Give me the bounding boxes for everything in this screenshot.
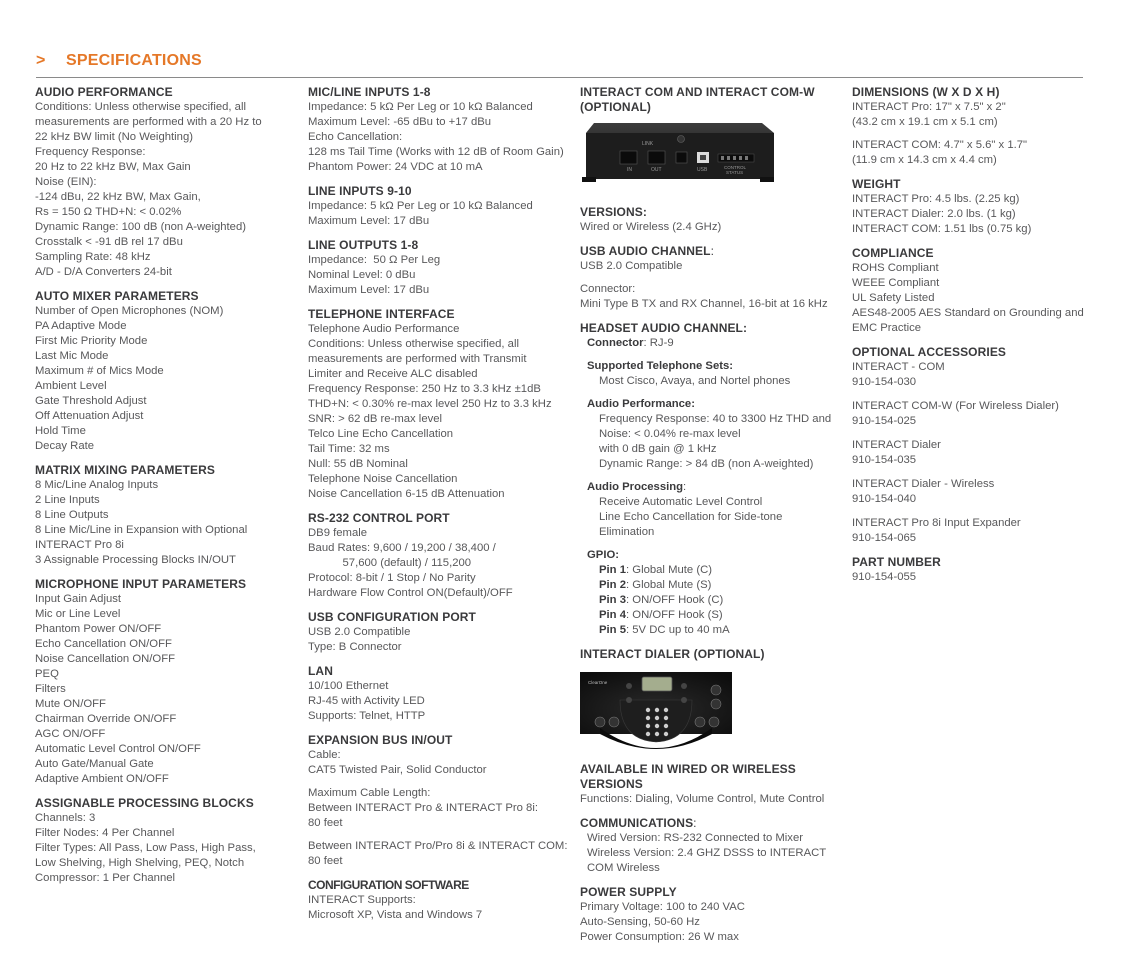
mic-line-inputs-section — [308, 85, 576, 175]
gpio-pin-desc: : ON/OFF Hook (C) — [626, 594, 724, 606]
text-lines — [308, 253, 576, 298]
line-inputs-section — [308, 184, 576, 229]
com-link-label: LINK — [642, 141, 654, 147]
text-line: SNR: > 62 dB re-max level — [308, 413, 443, 425]
text-line: Filter Nodes: 4 Per Channel — [35, 827, 175, 839]
interact-com-image — [580, 121, 780, 193]
power-supply-section — [580, 885, 848, 945]
section-heading: AUTO MIXER PARAMETERS — [35, 289, 199, 303]
section-heading: POWER SUPPLY — [580, 885, 677, 899]
expansion-bus-section — [308, 733, 576, 869]
text-lines — [580, 220, 848, 235]
text-line: Tail Time: 32 ms — [308, 443, 390, 455]
text-lines — [599, 495, 848, 540]
connector-label: Connector — [587, 337, 644, 349]
text-line: Microsoft XP, Vista and Windows 7 — [308, 909, 483, 921]
usb-audio-section — [580, 244, 848, 312]
text-line: Protocol: 8-bit / 1 Stop / No Parity — [308, 572, 476, 584]
text-line: Ambient Level — [35, 380, 107, 392]
text-line: Rs = 150 Ω THD+N: < 0.02% — [35, 206, 182, 218]
text-line: 80 feet — [308, 817, 343, 829]
text-line: Hold Time — [35, 425, 86, 437]
heading-text: COMMUNICATIONS — [580, 816, 694, 830]
text-line: Maximum Level: -65 dBu to +17 dBu — [308, 116, 492, 128]
section-heading: USB CONFIGURATION PORT — [308, 610, 476, 624]
interact-dialer-image — [580, 670, 734, 758]
text-line: Telephone Audio Performance — [308, 323, 460, 335]
text-line: Telco Line Echo Cancellation — [308, 428, 454, 440]
column-3 — [580, 85, 848, 954]
text-line: AES48-2005 AES Standard on Grounding and — [852, 307, 1084, 319]
microphone-input-section — [35, 577, 297, 787]
section-heading: AVAILABLE IN WIRED OR WIRELESS — [580, 762, 796, 776]
gpio-pin-label: Pin 3 — [599, 594, 626, 606]
text-line: Primary Voltage: 100 to 240 VAC — [580, 901, 745, 913]
com-status-label: STATUS — [726, 170, 744, 175]
text-line: INTERACT COM: 4.7" x 5.6" x 1.7" — [852, 139, 1028, 151]
text-line: Limiter and Receive ALC disabled — [308, 368, 478, 380]
text-line: Type: B Connector — [308, 641, 402, 653]
text-line: Impedance: 5 kΩ Per Leg or 10 kΩ Balanced — [308, 101, 533, 113]
text-line: WEEE Compliant — [852, 277, 940, 289]
section-heading: MIC/LINE INPUTS 1-8 — [308, 85, 431, 99]
text-line: Nominal Level: 0 dBu — [308, 269, 416, 281]
text-line: Mute ON/OFF — [35, 698, 106, 710]
text-line: Mini Type B TX and RX Channel, 16-bit at 16 kHz — [580, 298, 828, 310]
text-lines — [308, 625, 576, 655]
gpio-pin-desc: : ON/OFF Hook (S) — [626, 609, 723, 621]
compliance-section — [852, 246, 1114, 336]
text-line: (43.2 cm x 19.1 cm x 5.1 cm) — [852, 116, 998, 128]
text-line: Conditions: Unless otherwise specified, all — [35, 101, 246, 113]
text-line: Filter Types: All Pass, Low Pass, High Pass, — [35, 842, 256, 854]
text-line: Echo Cancellation ON/OFF — [35, 638, 172, 650]
text-line: Number of Open Microphones (NOM) — [35, 305, 224, 317]
accessory-item — [852, 360, 1114, 390]
section-heading: WEIGHT — [852, 177, 901, 191]
connector-line — [587, 336, 848, 351]
column-4 — [852, 85, 1114, 594]
text-line: EMC Practice — [852, 322, 922, 334]
text-line: Adaptive Ambient ON/OFF — [35, 773, 169, 785]
text-lines — [35, 811, 297, 886]
accessory-item — [852, 477, 1114, 507]
column-2 — [308, 85, 576, 932]
chevron-right-icon: > — [36, 52, 46, 69]
text-lines — [308, 199, 576, 229]
section-heading-cont: VERSIONS — [580, 777, 643, 791]
text-line: 8 Line Outputs — [35, 509, 109, 521]
text-lines — [308, 322, 576, 502]
section-heading: RS-232 CONTROL PORT — [308, 511, 450, 525]
text-line: Low Shelving, High Shelving, PEQ, Notch — [35, 857, 245, 869]
text-line: Hardware Flow Control ON(Default)/OFF — [308, 587, 513, 599]
interact-com-device-illustration — [580, 121, 780, 193]
text-line: RJ-45 with Activity LED — [308, 695, 425, 707]
gpio-pin-label: Pin 5 — [599, 624, 626, 636]
usb-config-section — [308, 610, 576, 655]
accessory-code: 910-154-025 — [852, 415, 917, 427]
text-lines — [580, 282, 848, 312]
text-line: 910-154-055 — [852, 571, 917, 583]
accessory-code: 910-154-040 — [852, 493, 917, 505]
heading-colon: : — [693, 816, 697, 830]
gpio-pin-desc: : Global Mute (C) — [626, 564, 713, 576]
accessory-item — [852, 516, 1114, 546]
text-lines — [308, 748, 576, 778]
text-line: Sampling Rate: 48 kHz — [35, 251, 151, 263]
text-line: Channels: 3 — [35, 812, 96, 824]
text-line: Wired Version: RS-232 Connected to Mixer — [587, 832, 803, 844]
text-line: 10/100 Ethernet — [308, 680, 389, 692]
gpio-pin-label: Pin 2 — [599, 579, 626, 591]
text-line: Maximum Level: 17 dBu — [308, 284, 430, 296]
text-line: THD+N: < 0.30% re-max level 250 Hz to 3.3 kHz — [308, 398, 552, 410]
com-in-label: IN — [627, 167, 632, 173]
dimensions-section — [852, 85, 1114, 168]
text-line: INTERACT Pro 8i — [35, 539, 124, 551]
gpio-pin-desc: : 5V DC up to 40 mA — [626, 624, 730, 636]
text-line: Decay Rate — [35, 440, 95, 452]
text-line: Crosstalk < -91 dB rel 17 dBu — [35, 236, 183, 248]
text-line: Dynamic Range: > 84 dB (non A-weighted) — [599, 458, 814, 470]
text-line: Automatic Level Control ON/OFF — [35, 743, 201, 755]
section-heading: COMPLIANCE — [852, 246, 934, 260]
text-lines — [580, 792, 848, 807]
audio-performance-section — [35, 85, 297, 280]
text-line: Elimination — [599, 526, 655, 538]
section-heading-cont: (OPTIONAL) — [580, 100, 651, 114]
text-lines — [35, 304, 297, 454]
lan-section — [308, 664, 576, 724]
text-line: Power Consumption: 26 W max — [580, 931, 739, 943]
section-heading: LAN — [308, 664, 333, 678]
text-line: Auto Gate/Manual Gate — [35, 758, 154, 770]
text-line: PEQ — [35, 668, 59, 680]
text-line: Maximum Level: 17 dBu — [308, 215, 430, 227]
accessory-name: INTERACT COM-W (For Wireless Dialer) — [852, 400, 1059, 412]
text-line: 128 ms Tail Time (Works with 12 dB of Room Gain) — [308, 146, 564, 158]
text-line: COM Wireless — [587, 862, 660, 874]
heading-text: USB AUDIO CHANNEL — [580, 244, 711, 258]
accessory-item — [852, 399, 1114, 429]
gpio-pin-desc: : Global Mute (S) — [626, 579, 712, 591]
text-line: Wireless Version: 2.4 GHZ DSSS to INTERACT — [587, 847, 827, 859]
subsection-heading-row — [587, 480, 848, 495]
text-line: Mic or Line Level — [35, 608, 121, 620]
section-heading: LINE INPUTS 9-10 — [308, 184, 412, 198]
rs232-section — [308, 511, 576, 601]
text-line: measurements are performed with Transmit — [308, 353, 527, 365]
text-line: 20 Hz to 22 kHz BW, Max Gain — [35, 161, 191, 173]
text-line: 8 Line Mic/Line in Expansion with Optional — [35, 524, 248, 536]
section-heading: HEADSET AUDIO CHANNEL: — [580, 321, 748, 335]
text-line: Between INTERACT Pro & INTERACT Pro 8i: — [308, 802, 538, 814]
text-line: with 0 dB gain @ 1 kHz — [599, 443, 717, 455]
text-line: Phantom Power ON/OFF — [35, 623, 162, 635]
section-heading: LINE OUTPUTS 1-8 — [308, 238, 419, 252]
gpio-pin-row — [599, 608, 848, 623]
text-line: Maximum Cable Length: — [308, 787, 431, 799]
text-lines — [599, 412, 848, 472]
text-line: 3 Assignable Processing Blocks IN/OUT — [35, 554, 236, 566]
header-divider — [36, 77, 1083, 78]
section-heading: OPTIONAL ACCESSORIES — [852, 345, 1007, 359]
text-line: 2 Line Inputs — [35, 494, 100, 506]
text-line: USB 2.0 Compatible — [580, 260, 683, 272]
text-line: Cable: — [308, 749, 341, 761]
interact-dialer-device-illustration — [580, 670, 734, 758]
text-line: Frequency Response: — [35, 146, 146, 158]
text-line: Supports: Telnet, HTTP — [308, 710, 426, 722]
section-heading: PART NUMBER — [852, 555, 941, 569]
text-lines — [587, 831, 848, 876]
gpio-pin-row — [599, 623, 848, 638]
accessory-name: INTERACT - COM — [852, 361, 945, 373]
section-heading: INTERACT DIALER (OPTIONAL) — [580, 647, 765, 661]
accessory-code: 910-154-065 — [852, 532, 917, 544]
text-line: Null: 55 dB Nominal — [308, 458, 408, 470]
text-line: Most Cisco, Avaya, and Nortel phones — [599, 375, 791, 387]
text-lines — [852, 261, 1114, 336]
text-lines — [308, 893, 576, 923]
text-line: Frequency Response: 250 Hz to 3.3 kHz ±1dB — [308, 383, 541, 395]
text-line: Wired or Wireless (2.4 GHz) — [580, 221, 722, 233]
text-lines — [852, 192, 1114, 237]
subsection-heading: Supported Telephone Sets: — [587, 360, 734, 372]
text-line: Auto-Sensing, 50-60 Hz — [580, 916, 700, 928]
section-heading — [580, 816, 848, 831]
com-out-label: OUT — [651, 167, 662, 173]
weight-section — [852, 177, 1114, 237]
accessories-list — [852, 360, 1114, 546]
text-lines — [35, 592, 297, 787]
dialer-brand-label: ClearOne — [588, 680, 608, 685]
text-line: First Mic Priority Mode — [35, 335, 148, 347]
gpio-list — [599, 563, 848, 638]
text-line: Filters — [35, 683, 66, 695]
text-line: Between INTERACT Pro/Pro 8i & INTERACT COM: — [308, 840, 568, 852]
text-lines — [35, 478, 297, 568]
text-lines — [308, 839, 576, 869]
text-line: INTERACT Pro: 4.5 lbs. (2.25 kg) — [852, 193, 1020, 205]
section-heading: MICROPHONE INPUT PARAMETERS — [35, 577, 247, 591]
page-title: SPECIFICATIONS — [66, 52, 202, 69]
headset-audio-section — [580, 321, 848, 638]
text-line: Dynamic Range: 100 dB (non A-weighted) — [35, 221, 246, 233]
connector-value: : RJ-9 — [643, 337, 674, 349]
text-line: Maximum # of Mics Mode — [35, 365, 164, 377]
com-usb-label: USB — [697, 167, 708, 173]
text-line: Gate Threshold Adjust — [35, 395, 147, 407]
subsection-heading: Audio Processing — [587, 481, 684, 493]
text-line: (11.9 cm x 14.3 cm x 4.4 cm) — [852, 154, 997, 166]
text-lines — [852, 100, 1114, 130]
text-line: Compressor: 1 Per Channel — [35, 872, 176, 884]
text-line: ROHS Compliant — [852, 262, 939, 274]
auto-mixer-section — [35, 289, 297, 454]
section-heading: ASSIGNABLE PROCESSING BLOCKS — [35, 796, 254, 810]
accessory-name: INTERACT Pro 8i Input Expander — [852, 517, 1021, 529]
accessory-code: 910-154-035 — [852, 454, 917, 466]
heading-colon: : — [710, 244, 715, 258]
text-line: A/D - D/A Converters 24-bit — [35, 266, 172, 278]
text-line: Last Mic Mode — [35, 350, 109, 362]
section-heading: MATRIX MIXING PARAMETERS — [35, 463, 215, 477]
text-line: INTERACT Pro: 17" x 7.5" x 2" — [852, 101, 1006, 113]
section-header — [36, 52, 1083, 72]
text-line: Impedance: 50 Ω Per Leg — [308, 254, 441, 266]
text-lines — [35, 100, 297, 280]
accessory-name: INTERACT Dialer — [852, 439, 941, 451]
section-heading: INTERACT COM AND INTERACT COM-W — [580, 85, 815, 99]
text-line: Chairman Override ON/OFF — [35, 713, 177, 725]
text-line: measurements are performed with a 20 Hz to — [35, 116, 262, 128]
gpio-pin-label: Pin 4 — [599, 609, 626, 621]
text-line: INTERACT Dialer: 2.0 lbs. (1 kg) — [852, 208, 1016, 220]
text-line: 22 kHz BW limit (No Weighting) — [35, 131, 193, 143]
text-line: Echo Cancellation: — [308, 131, 403, 143]
text-line: Baud Rates: 9,600 / 19,200 / 38,400 / — [308, 542, 496, 554]
section-heading: TELEPHONE INTERFACE — [308, 307, 455, 321]
text-line: Noise Cancellation 6-15 dB Attenuation — [308, 488, 505, 500]
column-1 — [35, 85, 297, 895]
subsection-heading: Audio Performance: — [587, 398, 695, 410]
com-control-label: CONTROL — [724, 165, 747, 170]
accessory-item — [852, 438, 1114, 468]
text-line: INTERACT Supports: — [308, 894, 416, 906]
text-line: Noise: < 0.04% re-max level — [599, 428, 741, 440]
text-line: Telephone Noise Cancellation — [308, 473, 458, 485]
section-heading: VERSIONS: — [580, 205, 647, 219]
text-line: Line Echo Cancellation for Side-tone — [599, 511, 783, 523]
section-heading: AUDIO PERFORMANCE — [35, 85, 173, 99]
line-outputs-section — [308, 238, 576, 298]
assignable-blocks-section — [35, 796, 297, 886]
text-line: Connector: — [580, 283, 636, 295]
text-line: DB9 female — [308, 527, 368, 539]
gpio-pin-row — [599, 578, 848, 593]
section-heading: CONFIGURATION SOFTWARE — [308, 878, 469, 892]
text-lines — [852, 138, 1114, 168]
text-lines — [308, 526, 576, 601]
text-line: Functions: Dialing, Volume Control, Mute Control — [580, 793, 825, 805]
config-software-section — [308, 878, 576, 923]
text-lines — [308, 679, 576, 724]
text-line: Phantom Power: 24 VDC at 10 mA — [308, 161, 483, 173]
section-heading: EXPANSION BUS IN/OUT — [308, 733, 453, 747]
text-line: PA Adaptive Mode — [35, 320, 127, 332]
subsection-heading: GPIO: — [587, 549, 620, 561]
text-line: AGC ON/OFF — [35, 728, 106, 740]
text-lines — [580, 900, 848, 945]
part-number-section — [852, 555, 1114, 585]
section-heading — [580, 244, 848, 259]
text-line: Input Gain Adjust — [35, 593, 122, 605]
text-line: -124 dBu, 22 kHz BW, Max Gain, — [35, 191, 201, 203]
text-line: 57,600 (default) / 115,200 — [308, 557, 472, 569]
text-lines — [580, 259, 848, 274]
gpio-pin-label: Pin 1 — [599, 564, 626, 576]
text-line: Receive Automatic Level Control — [599, 496, 763, 508]
accessory-name: INTERACT Dialer - Wireless — [852, 478, 995, 490]
telephone-interface-section — [308, 307, 576, 502]
text-line: Conditions: Unless otherwise specified, all — [308, 338, 519, 350]
versions-section — [580, 205, 848, 235]
text-lines — [852, 570, 1114, 585]
communications-section — [580, 816, 848, 876]
text-line: Impedance: 5 kΩ Per Leg or 10 kΩ Balanced — [308, 200, 533, 212]
text-lines — [599, 374, 848, 389]
gpio-pin-row — [599, 593, 848, 608]
text-line: 80 feet — [308, 855, 343, 867]
text-line: 8 Mic/Line Analog Inputs — [35, 479, 159, 491]
gpio-pin-row — [599, 563, 848, 578]
matrix-mixing-section — [35, 463, 297, 568]
available-versions-section — [580, 762, 848, 807]
optional-accessories-section — [852, 345, 1114, 546]
text-lines — [308, 100, 576, 175]
text-line: INTERACT COM: 1.51 lbs (0.75 kg) — [852, 223, 1032, 235]
subsection-colon: : — [683, 481, 687, 493]
text-line: USB 2.0 Compatible — [308, 626, 411, 638]
accessory-code: 910-154-030 — [852, 376, 917, 388]
text-line: UL Safety Listed — [852, 292, 935, 304]
section-heading: DIMENSIONS (W X D X H) — [852, 85, 1000, 99]
header-row — [36, 52, 1083, 72]
text-line: Noise Cancellation ON/OFF — [35, 653, 176, 665]
text-line: Noise (EIN): — [35, 176, 97, 188]
text-lines — [308, 786, 576, 831]
text-line: Off Attenuation Adjust — [35, 410, 144, 422]
text-line: CAT5 Twisted Pair, Solid Conductor — [308, 764, 487, 776]
text-line: Frequency Response: 40 to 3300 Hz THD and — [599, 413, 832, 425]
